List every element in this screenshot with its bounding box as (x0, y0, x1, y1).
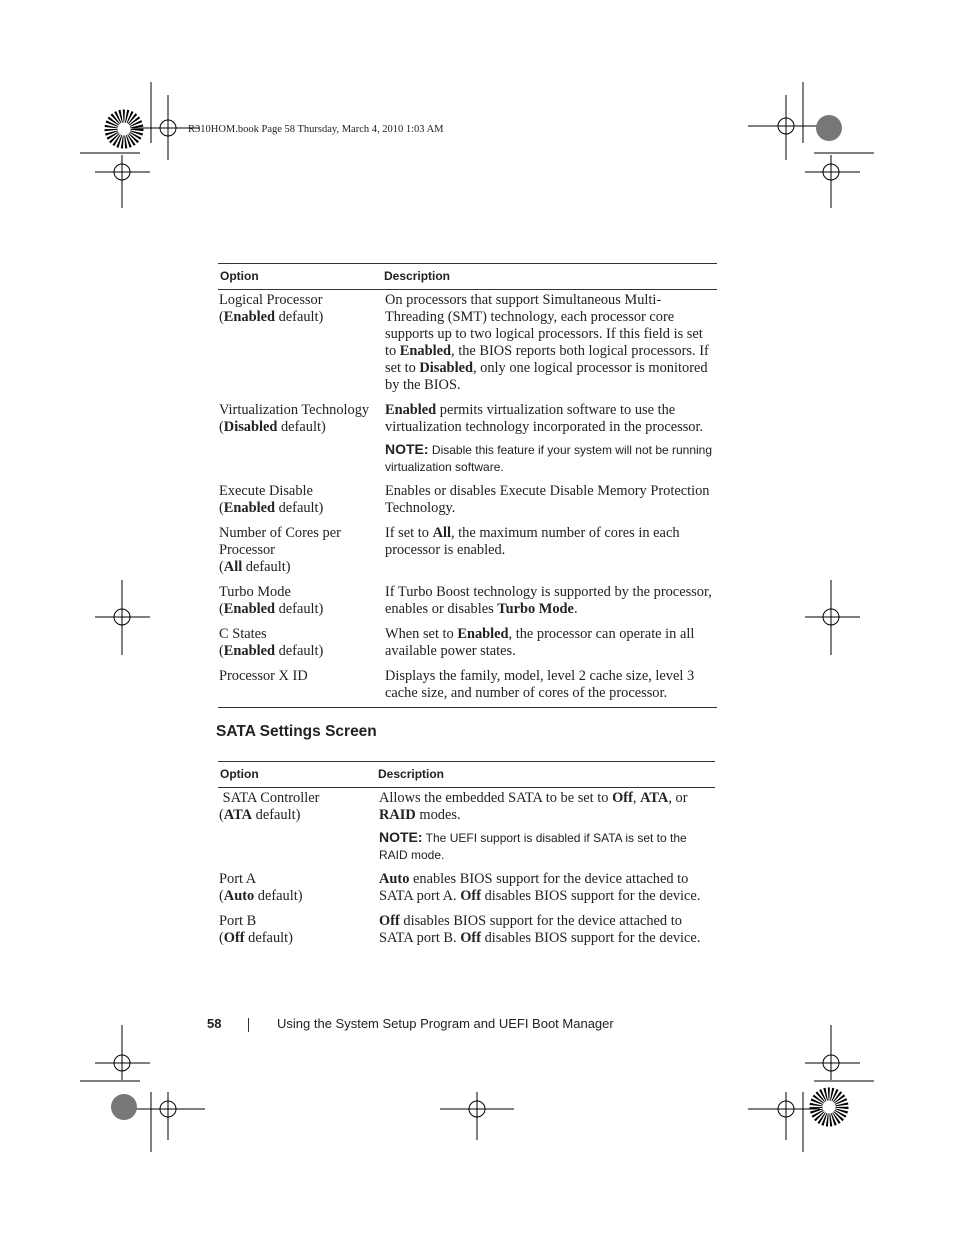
description-cell (378, 913, 715, 947)
description-emphasis: Disabled (419, 360, 473, 376)
table-row (218, 525, 717, 584)
option-paren: ( (219, 888, 224, 904)
option-paren: ( (219, 559, 224, 575)
option-default-suffix: default) (275, 643, 324, 659)
description-text: permits virtualization software to use the virtualization technology incorporated in the processor. (385, 402, 704, 435)
description-text: , or (668, 790, 688, 806)
note-label: NOTE: (385, 441, 429, 457)
table-row (218, 584, 717, 626)
option-paren: ( (219, 601, 224, 617)
description-cell (384, 290, 717, 403)
option-name: Logical Processor (219, 292, 323, 308)
note-text: Disable this feature if your system will not be running virtualization software. (385, 443, 713, 474)
option-name: Turbo Mode (219, 584, 291, 600)
description-emphasis: Off (612, 790, 633, 806)
table-header-row (218, 264, 717, 290)
option-cell (218, 788, 378, 872)
option-name: Port B (219, 913, 257, 929)
description-emphasis: Auto (379, 871, 410, 887)
option-default-value: Enabled (223, 643, 275, 659)
description-text: , the processor can operate in all available power states. (385, 626, 695, 659)
print-header: R310HOM.book Page 58 Thursday, March 4, 2010 1:03 AM (188, 124, 444, 135)
running-title: Using the System Setup Program and UEFI Boot Manager (277, 1016, 614, 1031)
option-paren: ( (219, 643, 224, 659)
option-cell (218, 402, 384, 483)
option-name: Execute Disable (219, 483, 313, 499)
column-header-option: Option (220, 767, 259, 781)
description-emphasis: RAID (379, 807, 416, 823)
description-text: . (573, 601, 578, 617)
table-row (218, 626, 717, 668)
option-paren: ( (219, 807, 224, 823)
description-cell (384, 525, 717, 584)
column-header-description: Description (384, 269, 451, 283)
option-default-value: Off (223, 930, 245, 946)
column-header-description: Description (378, 767, 445, 781)
option-name: Processor X ID (219, 668, 308, 684)
description-cell (378, 788, 715, 872)
table-row (218, 913, 715, 947)
description-emphasis: ATA (640, 790, 669, 806)
description-emphasis: Enabled (385, 402, 437, 418)
option-cell (218, 668, 384, 708)
option-default-suffix: default) (277, 419, 326, 435)
description-text: When set to (385, 626, 458, 642)
option-default-suffix: default) (242, 559, 291, 575)
table-row (218, 668, 717, 708)
option-default-value: ATA (223, 807, 253, 823)
option-default-suffix: default) (275, 601, 324, 617)
note (379, 829, 715, 864)
description-cell (384, 402, 717, 483)
column-header-option: Option (220, 269, 259, 283)
option-default-suffix: default) (244, 930, 293, 946)
description-cell (384, 668, 717, 708)
description-cell (378, 871, 715, 913)
description-text: disables BIOS support for the device attached to SATA port B. (379, 913, 682, 946)
table-row (218, 871, 715, 913)
table-row (218, 402, 717, 483)
option-cell (218, 626, 384, 668)
option-default-value: Disabled (223, 419, 278, 435)
description-text: enables BIOS support for the device attached to SATA port A. (379, 871, 689, 904)
description-cell (384, 483, 717, 525)
table-row (218, 290, 717, 403)
option-default-suffix: default) (275, 309, 324, 325)
option-cell (218, 584, 384, 626)
table-row (218, 788, 715, 872)
table-row (218, 483, 717, 525)
option-cell (218, 871, 378, 913)
option-default-suffix: default) (252, 807, 301, 823)
section-title: SATA Settings Screen (216, 723, 377, 740)
description-text: Allows the embedded SATA to be set to (379, 790, 613, 806)
option-name: Virtualization Technology (219, 402, 370, 418)
option-name: Port A (219, 871, 257, 887)
description-emphasis: Off (379, 913, 400, 929)
description-emphasis: Enabled (399, 343, 451, 359)
note (385, 441, 717, 476)
description-cell (384, 626, 717, 668)
option-default-value: Auto (223, 888, 255, 904)
option-name: C States (219, 626, 267, 642)
table-header-row (218, 762, 715, 788)
sata-settings-table (218, 761, 715, 947)
option-default-value: Enabled (223, 500, 275, 516)
description-text: If set to (385, 525, 433, 541)
option-cell (218, 525, 384, 584)
description-text: , only one logical processor is monitored by the BIOS. (385, 360, 708, 393)
page-number: 58 (207, 1016, 222, 1031)
option-paren: ( (219, 309, 224, 325)
description-emphasis: All (432, 525, 451, 541)
option-default-value: Enabled (223, 601, 275, 617)
option-cell (218, 290, 384, 403)
option-name: SATA Controller (219, 790, 320, 806)
description-text: , the BIOS reports both logical processors. If set to (385, 343, 709, 376)
description-emphasis: Off (460, 888, 481, 904)
option-default-suffix: default) (275, 500, 324, 516)
processor-settings-table (218, 263, 717, 708)
description-text: Displays the family, model, level 2 cache size, level 3 cache size, and number of cores of the processor. (385, 668, 695, 701)
footer-divider (248, 1018, 249, 1032)
description-emphasis: Off (460, 930, 481, 946)
option-default-value: Enabled (223, 309, 275, 325)
description-cell (384, 584, 717, 626)
option-paren: ( (219, 500, 224, 516)
description-text: disables BIOS support for the device. (481, 930, 701, 946)
option-paren: ( (219, 419, 224, 435)
description-text: disables BIOS support for the device. (481, 888, 701, 904)
description-emphasis: Enabled (457, 626, 509, 642)
option-cell (218, 483, 384, 525)
description-text: If Turbo Boost technology is supported by the processor, enables or disables (385, 584, 712, 617)
option-default-value: All (223, 559, 243, 575)
description-text: , (632, 790, 641, 806)
description-text: On processors that support Simultaneous Multi-Threading (SMT) technology, each processor core supports up to two logical processors. If this field is set to (385, 292, 703, 359)
option-name: Number of Cores per Processor (219, 525, 341, 558)
note-label: NOTE: (379, 829, 423, 845)
description-text: modes. (415, 807, 461, 823)
option-cell (218, 913, 378, 947)
description-emphasis: Turbo Mode (497, 601, 574, 617)
description-text: Enables or disables Execute Disable Memory Protection Technology. (385, 483, 710, 516)
note-text: The UEFI support is disabled if SATA is set to the RAID mode. (379, 831, 687, 862)
description-text: , the maximum number of cores in each processor is enabled. (385, 525, 680, 558)
option-paren: ( (219, 930, 224, 946)
option-default-suffix: default) (254, 888, 303, 904)
